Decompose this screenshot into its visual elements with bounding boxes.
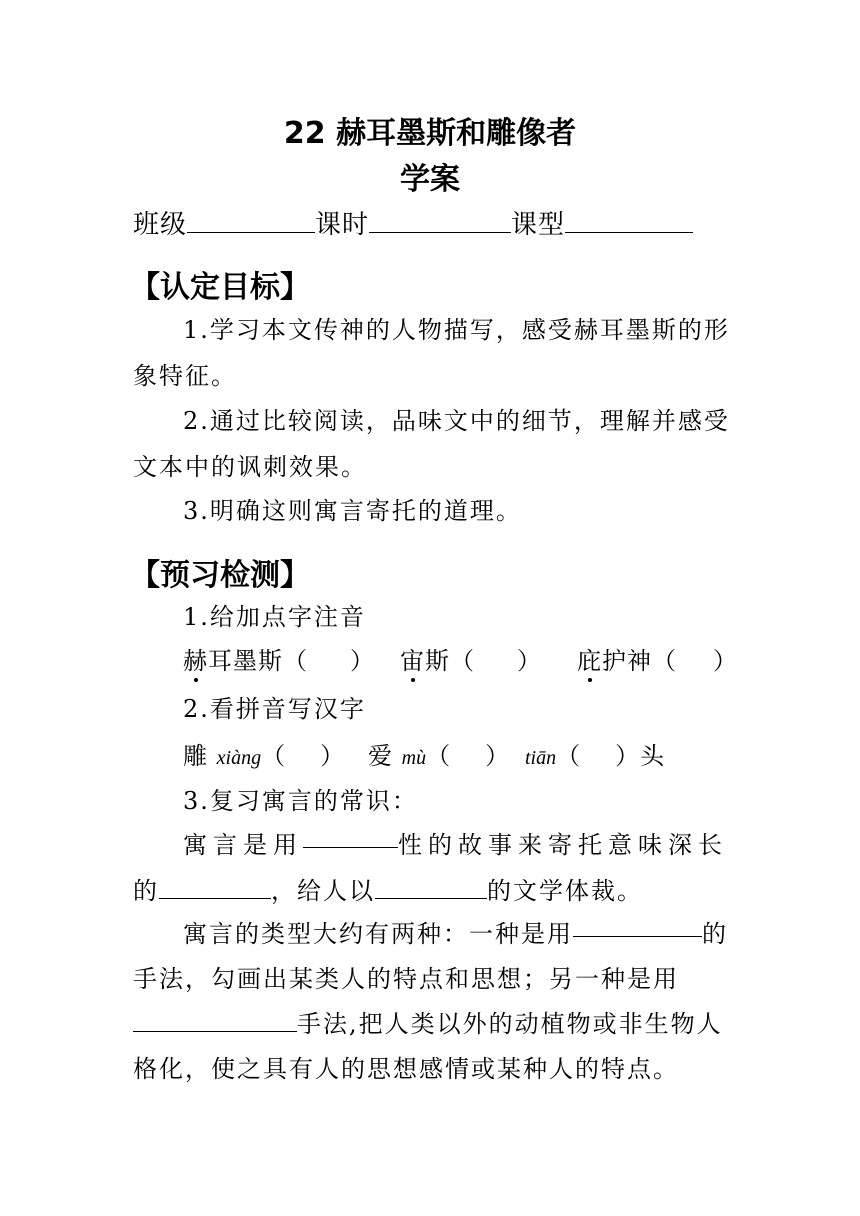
fable-def-line-2: [133, 871, 643, 906]
fill-blank[interactable]: [303, 825, 398, 848]
q2-item-2: [368, 736, 510, 771]
period-blank[interactable]: [369, 210, 511, 233]
goal-2-line-1: 2.通过比较阅读，品味文中的细节，理解并感受: [183, 407, 730, 435]
question-1: 1.给加点字注音: [183, 603, 366, 631]
q2-char: 爱: [368, 742, 402, 770]
text: 的: [702, 920, 728, 948]
text: 性的故事来寄托意味深长: [398, 831, 728, 859]
fable-type-line-2: 手法，勾画出某类人的特点和思想；另一种是用: [133, 965, 679, 993]
type-label: 课型: [511, 210, 566, 240]
q2-close: ）: [320, 742, 346, 770]
fill-blank[interactable]: [573, 914, 702, 937]
goal-2-line-2: 文本中的讽刺效果。: [133, 453, 367, 481]
type-blank[interactable]: [565, 210, 693, 233]
pinyin: tiān: [525, 747, 557, 769]
q2-item-3: [525, 736, 665, 771]
goal-1-line-2: 象特征。: [133, 362, 237, 390]
q1-text: 护神（: [602, 647, 677, 675]
q2-close: ）头: [615, 742, 666, 770]
preview-heading: 【预习检测】: [130, 558, 310, 593]
q1-dotted-char: 庇: [577, 641, 602, 676]
goal-1-line-1: 1.学习本文传神的人物描写，感受赫耳墨斯的形: [183, 316, 730, 344]
q1-close: ）: [350, 647, 375, 675]
class-label: 班级: [133, 210, 188, 240]
q2-item-1: [183, 736, 345, 771]
text: 手法,把人类以外的动植物或非生物人: [297, 1010, 723, 1038]
q2-char: 雕: [183, 742, 217, 770]
goal-3: 3.明确这则寓言寄托的道理。: [183, 497, 522, 525]
fill-blank[interactable]: [375, 876, 487, 899]
text: 的文学体裁。: [487, 877, 643, 905]
info-line: [133, 204, 693, 241]
fable-type-line-4: 格化，使之具有人的思想感情或某种人的特点。: [133, 1055, 679, 1083]
fable-def-line-1: [183, 825, 728, 860]
text: 的: [133, 877, 159, 905]
question-3: 3.复习寓言的常识：: [183, 787, 418, 815]
q1-item-3: [577, 641, 738, 676]
pinyin: mù: [401, 747, 427, 769]
fable-type-line-3: [133, 1004, 723, 1039]
pinyin: xiàng: [216, 747, 262, 769]
text: 寓言的类型大约有两种：一种是用: [183, 920, 573, 948]
fill-blank[interactable]: [159, 876, 271, 899]
q1-text: 斯（: [425, 647, 475, 675]
q1-close: ）: [713, 647, 738, 675]
question-2: 2.看拼音写汉字: [183, 695, 366, 723]
q2-close: ）: [485, 742, 511, 770]
q1-dotted-char: 赫: [183, 641, 208, 676]
q1-item-1: [183, 641, 375, 676]
page-title: 22 赫耳墨斯和雕像者: [283, 116, 577, 151]
goals-heading: 【认定目标】: [130, 270, 310, 305]
q1-item-2: [400, 641, 542, 676]
text: 寓言是用: [183, 831, 303, 859]
q2-open: （: [261, 742, 287, 770]
period-label: 课时: [315, 210, 370, 240]
q1-dotted-char: 宙: [400, 641, 425, 676]
fable-type-line-1: [183, 914, 728, 949]
q1-close: ）: [517, 647, 542, 675]
q2-open: （: [556, 742, 582, 770]
class-blank[interactable]: [187, 210, 315, 233]
q1-text: 耳墨斯（: [208, 647, 308, 675]
q2-open: （: [426, 742, 452, 770]
text: ，给人以: [271, 877, 375, 905]
fill-blank[interactable]: [133, 1009, 297, 1032]
page-subtitle: 学案: [400, 162, 460, 197]
